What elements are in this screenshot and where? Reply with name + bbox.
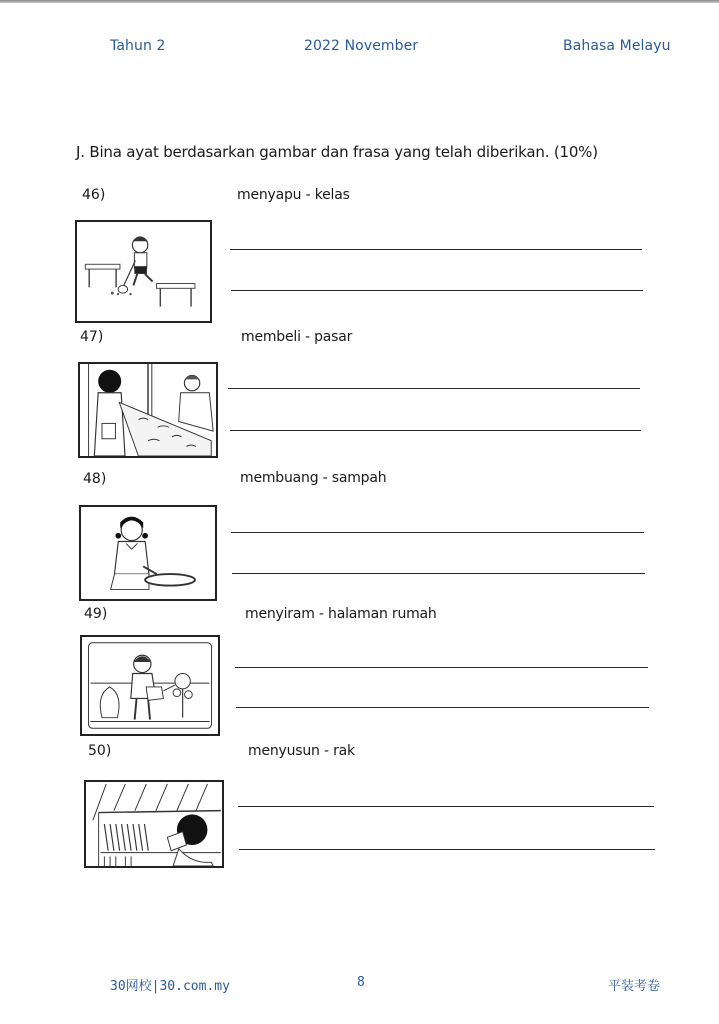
question-number: 46) (82, 187, 106, 203)
boy-sweeping-classroom-image (75, 220, 212, 323)
answer-line[interactable] (235, 667, 648, 668)
header-subject: Bahasa Melayu (563, 38, 671, 54)
question-phrase: menyapu - kelas (237, 187, 350, 203)
sweeping-illustration-icon (77, 222, 210, 321)
question-phrase: menyiram - halaman rumah (245, 606, 437, 622)
watering-illustration-icon (82, 637, 218, 734)
child-watering-plants-image (80, 635, 220, 736)
answer-line[interactable] (231, 290, 643, 291)
footer-label: 平装考卷 (608, 979, 661, 994)
market-illustration-icon (80, 364, 216, 456)
header-grade: Tahun 2 (110, 38, 166, 54)
section-instruction: J. Bina ayat berdasarkan gambar dan frasa yang telah diberikan. (10%) (76, 143, 598, 161)
answer-line[interactable] (231, 532, 644, 533)
answer-line[interactable] (239, 849, 655, 850)
child-arranging-bookshelf-image (84, 780, 224, 868)
market-shopping-image (78, 362, 218, 458)
question-number: 48) (83, 471, 107, 487)
answer-line[interactable] (230, 249, 642, 250)
answer-line[interactable] (236, 707, 649, 708)
rubbish-illustration-icon (81, 507, 215, 599)
question-number: 50) (88, 743, 112, 759)
question-phrase: membeli - pasar (241, 329, 353, 345)
page-number: 8 (357, 975, 365, 990)
top-border (0, 0, 719, 3)
question-number: 49) (84, 606, 108, 622)
question-phrase: menyusun - rak (248, 743, 355, 759)
question-phrase: membuang - sampah (240, 470, 387, 486)
header-date: 2022 November (304, 38, 419, 54)
footer-source: 30网校|30.com.my (110, 979, 230, 994)
answer-line[interactable] (228, 388, 640, 389)
answer-line[interactable] (238, 806, 654, 807)
answer-line[interactable] (230, 430, 641, 431)
bookshelf-illustration-icon (86, 782, 222, 866)
question-number: 47) (80, 329, 104, 345)
girl-throwing-rubbish-image (79, 505, 217, 601)
answer-line[interactable] (232, 573, 645, 574)
